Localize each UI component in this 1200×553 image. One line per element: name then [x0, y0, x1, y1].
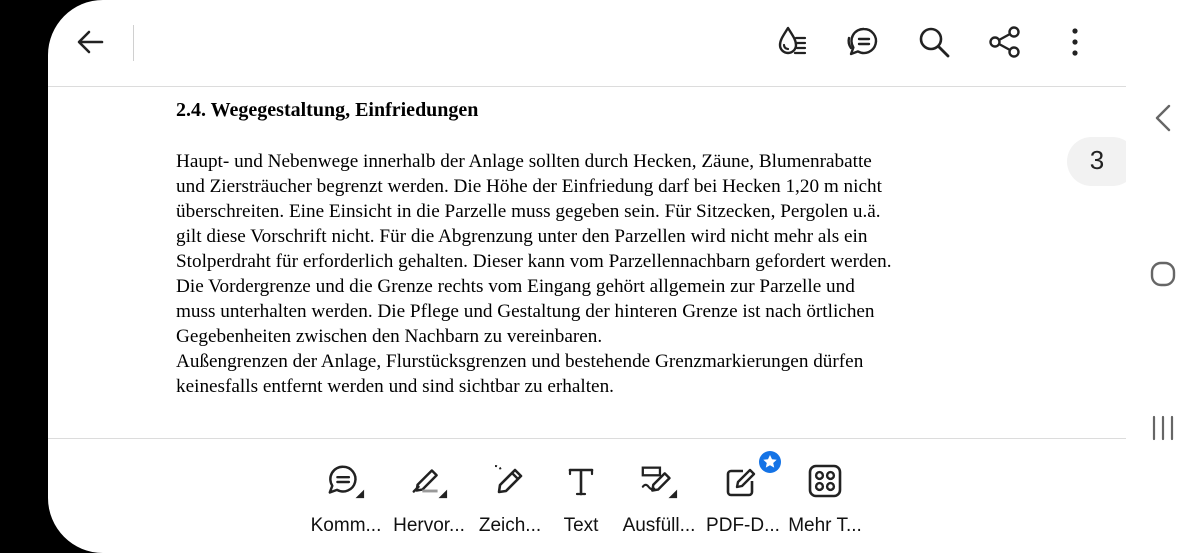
tool-more-tools[interactable] [783, 439, 867, 553]
tool-text[interactable] [539, 439, 623, 553]
more-tools-icon [807, 463, 843, 499]
section-heading: 2.4. Wegegestaltung, Einfriedungen [176, 99, 479, 121]
paragraph-line: und Ziersträucher begrenzt werden. Die Höhe der Einfriedung darf bei Hecken 1,20 m nicht [176, 176, 882, 197]
share-button[interactable] [985, 22, 1025, 62]
paragraph-line: muss unterhalten werden. Die Pflege und Gestaltung der hinteren Grenze ist nach örtlichen [176, 301, 875, 322]
tool-label: PDF-D... [706, 515, 780, 536]
system-navigation-bar [1126, 0, 1200, 553]
tool-label: Hervor... [393, 515, 465, 536]
fill-sign-icon [639, 461, 679, 501]
share-icon [987, 24, 1023, 60]
paragraph-line: Haupt- und Nebenwege innerhalb der Anlage sollten durch Hecken, Zäune, Blumenrabatte [176, 151, 872, 172]
tool-label: Komm... [310, 515, 382, 536]
pdf-viewer-screen [48, 0, 1126, 553]
tool-fill-sign[interactable] [617, 439, 701, 553]
document-page[interactable] [48, 87, 1126, 437]
more-options-button[interactable] [1055, 22, 1095, 62]
paragraph-line: Gegebenheiten zwischen den Nachbarn zu vereinbaren. [176, 326, 603, 347]
paragraph-line: gilt diese Vorschrift nicht. Für die Abgrenzung unter den Parzellen wird nicht mehr als ein [176, 226, 868, 247]
edit-pdf-icon [723, 461, 763, 501]
draw-icon [491, 462, 529, 500]
system-back-button[interactable] [1143, 98, 1183, 138]
section-paragraph [176, 149, 892, 399]
search-button[interactable] [914, 22, 954, 62]
read-mode-icon [774, 24, 810, 60]
toolbar-divider [133, 25, 134, 61]
tools-bar [48, 438, 1126, 553]
nav-back-icon [1151, 103, 1175, 133]
highlight-icon [409, 461, 449, 501]
paragraph-line: Außengrenzen der Anlage, Flurstücksgrenzen und bestehende Grenzmarkierungen dürfen [176, 351, 864, 372]
paragraph-line: Stolperdraht für erforderlich gehalten. Dieser kann vom Parzellennachbarn gefordert werden. [176, 251, 892, 272]
paragraph-line: überschreiten. Eine Einsicht in die Parzelle muss gegeben sein. Für Sitzecken, Pergolen u.ä. [176, 201, 881, 222]
back-button[interactable] [70, 22, 110, 62]
page-number: 3 [1089, 145, 1105, 175]
more-vertical-icon [1070, 26, 1080, 58]
tool-label: Zeich... [478, 515, 542, 536]
nav-home-icon [1149, 260, 1177, 288]
paragraph-line: Die Vordergrenze und die Grenze rechts vom Eingang gehört allgemein zur Parzelle und [176, 276, 855, 297]
tool-label: Mehr T... [788, 515, 862, 536]
system-home-button[interactable] [1143, 254, 1183, 294]
premium-star-badge-icon [758, 450, 782, 474]
tool-highlight[interactable] [387, 439, 471, 553]
tool-label: Ausfüll... [622, 515, 696, 536]
tool-edit-pdf[interactable] [701, 439, 785, 553]
comment-list-button[interactable] [843, 22, 883, 62]
tool-comment[interactable] [304, 439, 388, 553]
comment-list-icon [845, 24, 881, 60]
back-arrow-icon [74, 26, 106, 58]
search-icon [917, 25, 951, 59]
text-icon [566, 464, 596, 498]
tool-label: Text [563, 515, 599, 536]
paragraph-line: keinesfalls entfernt werden und sind sichtbar zu erhalten. [176, 376, 614, 397]
top-toolbar [48, 0, 1126, 87]
nav-recents-icon [1150, 415, 1176, 441]
comment-icon [326, 461, 366, 501]
system-recents-button[interactable] [1143, 408, 1183, 448]
read-mode-button[interactable] [772, 22, 812, 62]
